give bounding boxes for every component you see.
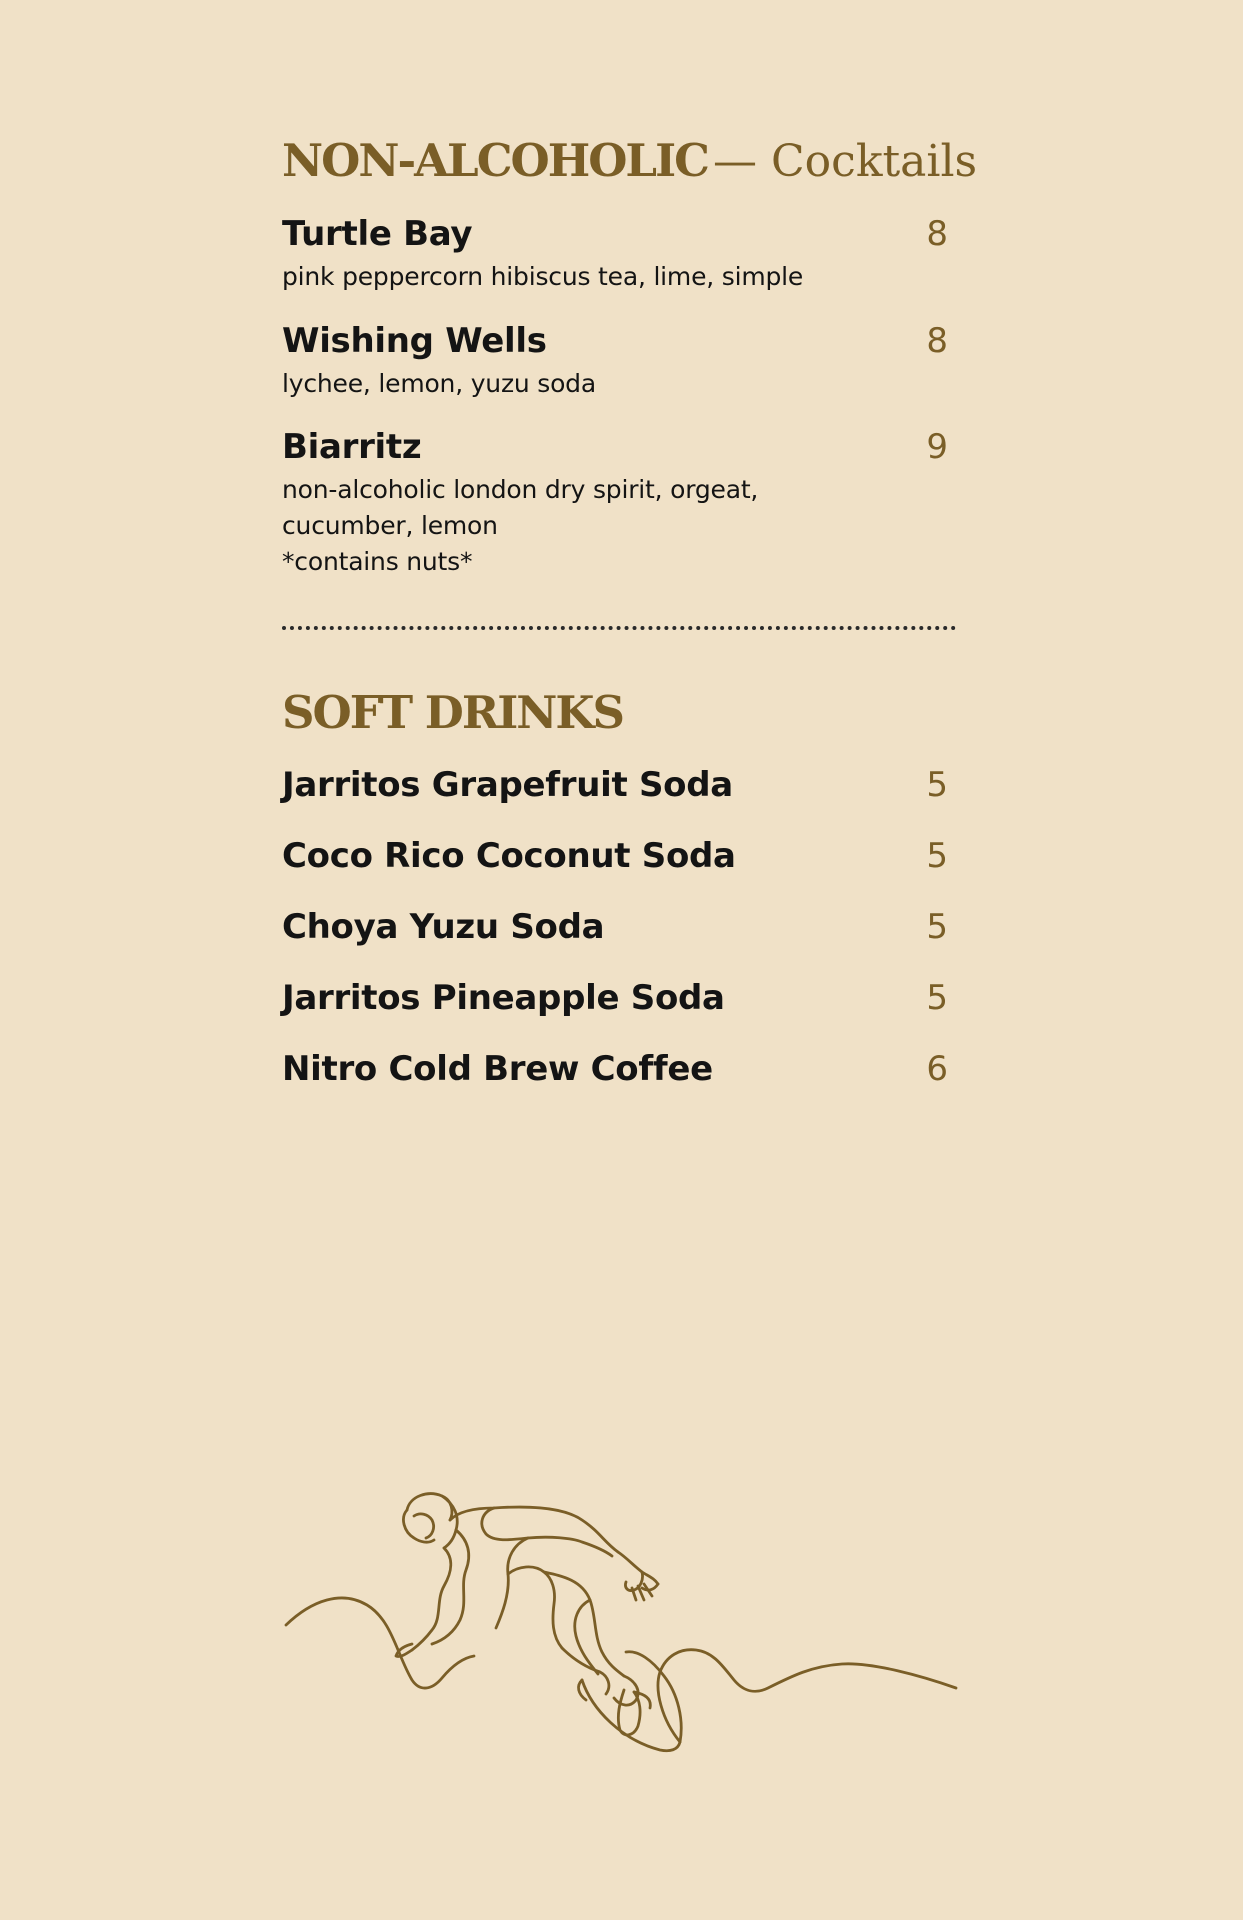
- non-alcoholic-title: NON-ALCOHOLIC: [282, 134, 708, 187]
- item-description: non-alcoholic london dry spirit, orgeat, cucumber, lemon *contains nuts*: [282, 475, 759, 576]
- section-divider: [282, 626, 956, 630]
- cocktails-subtitle: — Cocktails: [713, 136, 978, 187]
- menu-item-nitro-cold-brew: [282, 1049, 956, 1089]
- menu-item-turtle-bay: [282, 214, 956, 295]
- item-name: Wishing Wells: [282, 321, 547, 361]
- item-description: lychee, lemon, yuzu soda: [282, 369, 596, 398]
- item-name: Turtle Bay: [282, 214, 473, 254]
- item-price: 5: [926, 978, 948, 1018]
- item-description: pink peppercorn hibiscus tea, lime, simple: [282, 262, 804, 291]
- item-name: Biarritz: [282, 427, 422, 467]
- item-name: Coco Rico Coconut Soda: [282, 836, 736, 876]
- menu-item-jarritos-grapefruit: [282, 765, 956, 805]
- item-name: Jarritos Grapefruit Soda: [282, 765, 733, 805]
- item-price: 5: [926, 765, 948, 805]
- item-price: 9: [926, 427, 948, 467]
- menu-item-jarritos-pineapple: [282, 978, 956, 1018]
- item-price: 5: [926, 836, 948, 876]
- soft-drinks-heading: [282, 686, 624, 739]
- menu-item-coco-rico: [282, 836, 956, 876]
- item-price: 8: [926, 214, 948, 254]
- item-name: Nitro Cold Brew Coffee: [282, 1049, 713, 1089]
- item-price: 6: [926, 1049, 948, 1089]
- item-price: 8: [926, 321, 948, 361]
- non-alcoholic-heading: [282, 134, 978, 187]
- item-name: Choya Yuzu Soda: [282, 907, 605, 947]
- soft-drinks-title: SOFT DRINKS: [282, 686, 624, 739]
- menu-item-wishing-wells: [282, 321, 956, 402]
- menu-item-biarritz: [282, 427, 956, 580]
- item-price: 5: [926, 907, 948, 947]
- menu-item-choya-yuzu: [282, 907, 956, 947]
- item-name: Jarritos Pineapple Soda: [282, 978, 725, 1018]
- surfer-line-drawing-icon: [282, 1480, 962, 1784]
